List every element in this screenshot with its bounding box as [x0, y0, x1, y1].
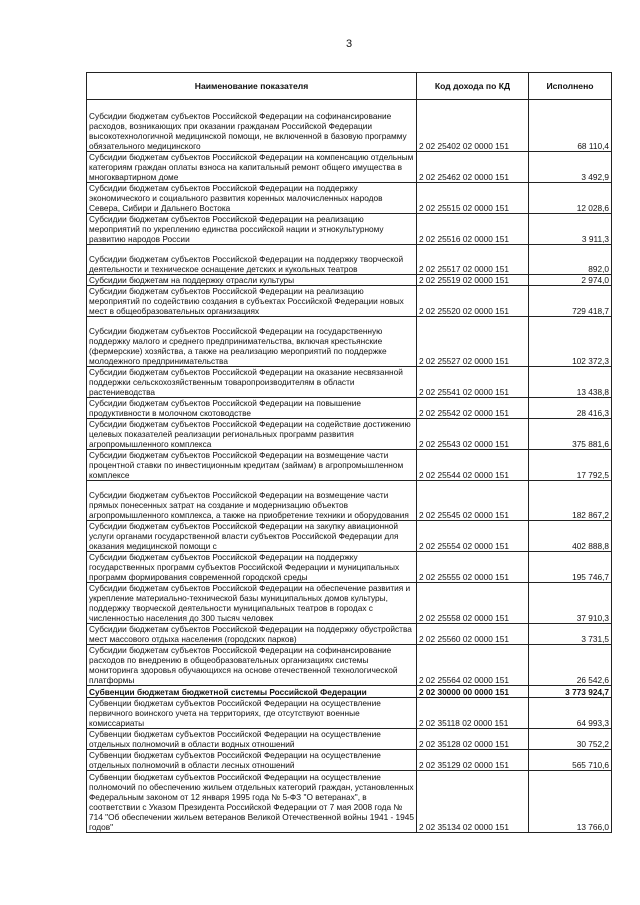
table-row [87, 152, 612, 183]
row-name-cell: Субсидии бюджетам субъектов Российской Федерации на реализацию мероприятий по содействию создания в субъектах Российской Федерации новых мест в общеобразовательных организациях [87, 286, 417, 317]
table-row [87, 583, 612, 624]
table-row [87, 398, 612, 419]
row-code-cell: 2 02 25462 02 0000 151 [417, 152, 529, 183]
row-name-cell: Субсидии бюджетам субъектов Российской Федерации на софинансирование расходов по внедрению в общеобразовательных организациях системы мониторинга здоровья обучающихся на основе отечественной технологической платформы [87, 645, 417, 686]
header-name: Наименование показателя [87, 73, 417, 100]
revenue-table [86, 72, 612, 833]
row-code-cell: 2 02 35118 02 0000 151 [417, 698, 529, 729]
row-name-cell: Субсидии бюджетам субъектов Российской Федерации на содействие достижению целевых показателей реализации региональных программ развития агропромышленного комплекса [87, 419, 417, 450]
table-row [87, 686, 612, 698]
row-code-cell: 2 02 25402 02 0000 151 [417, 100, 529, 152]
row-code-cell: 2 02 25558 02 0000 151 [417, 583, 529, 624]
row-name-cell: Субсидии бюджетам субъектов Российской Федерации на поддержку экономического и социального развития коренных малочисленных народов Севера, Сибири и Дальнего Востока [87, 183, 417, 214]
table-row [87, 729, 612, 750]
table-row [87, 100, 612, 152]
row-code-cell: 2 02 25515 02 0000 151 [417, 183, 529, 214]
row-name-cell: Субсидии бюджетам субъектов Российской Федерации на реализацию мероприятий по укреплению единства российской нации и этнокультурному развитию народов России [87, 214, 417, 245]
row-value-cell: 182 867,2 [529, 481, 612, 521]
header-code: Код дохода по КД [417, 73, 529, 100]
row-value-cell: 3 731,5 [529, 624, 612, 645]
row-name-cell: Субсидии бюджетам субъектов Российской Федерации на поддержку государственных программ субъектов Российской Федерации и муниципальных программ формирования современной городской среды [87, 552, 417, 583]
row-name-cell: Субсидии бюджетам субъектов Российской Федерации на повышение продуктивности в молочном скотоводстве [87, 398, 417, 419]
row-value-cell: 13 766,0 [529, 771, 612, 833]
row-value-cell: 729 418,7 [529, 286, 612, 317]
row-code-cell: 2 02 30000 00 0000 151 [417, 686, 529, 698]
table-row [87, 245, 612, 275]
table-row [87, 419, 612, 450]
table-row [87, 552, 612, 583]
row-value-cell: 375 881,6 [529, 419, 612, 450]
row-code-cell: 2 02 25545 02 0000 151 [417, 481, 529, 521]
row-code-cell: 2 02 25516 02 0000 151 [417, 214, 529, 245]
row-code-cell: 2 02 25564 02 0000 151 [417, 645, 529, 686]
row-name-cell: Субсидии бюджетам субъектов Российской Федерации на государственную поддержку малого и среднего предпринимательства, включая крестьянские (фермерские) хозяйства, а также на реализацию мероприятий по поддержке молодежного предпринимательства [87, 317, 417, 367]
row-value-cell: 565 710,6 [529, 750, 612, 771]
row-value-cell: 28 416,3 [529, 398, 612, 419]
row-name-cell: Субвенции бюджетам субъектов Российской Федерации на осуществление первичного воинского учета на территориях, где отсутствуют военные комиссариаты [87, 698, 417, 729]
table-row [87, 367, 612, 398]
row-code-cell: 2 02 25541 02 0000 151 [417, 367, 529, 398]
row-name-cell: Субсидии бюджетам субъектов Российской Федерации на поддержку обустройства мест массового отдыха населения (городских парков) [87, 624, 417, 645]
row-name-cell: Субвенции бюджетам субъектов Российской Федерации на осуществление отдельных полномочий в области лесных отношений [87, 750, 417, 771]
row-value-cell: 12 028,6 [529, 183, 612, 214]
row-name-cell: Субвенции бюджетам субъектов Российской Федерации на осуществление отдельных полномочий в области водных отношений [87, 729, 417, 750]
row-code-cell: 2 02 35128 02 0000 151 [417, 729, 529, 750]
table-row [87, 183, 612, 214]
row-value-cell: 17 792,5 [529, 450, 612, 481]
row-value-cell: 26 542,6 [529, 645, 612, 686]
row-value-cell: 402 888,8 [529, 521, 612, 552]
table-row [87, 275, 612, 286]
row-code-cell: 2 02 25517 02 0000 151 [417, 245, 529, 275]
row-code-cell: 2 02 35134 02 0000 151 [417, 771, 529, 833]
row-name-cell: Субсидии бюджетам субъектов Российской Федерации на возмещение части процентной ставки по инвестиционным кредитам (займам) в агропромышленном комплексе [87, 450, 417, 481]
row-code-cell: 2 02 25544 02 0000 151 [417, 450, 529, 481]
row-code-cell: 2 02 25554 02 0000 151 [417, 521, 529, 552]
row-name-cell: Субсидии бюджетам субъектов Российской Федерации на софинансирование расходов, возникающих при оказании гражданам Российской Федерации высокотехнологичной медицинской помощи, не включенной в базовую программу обязательного медицинского [87, 100, 417, 152]
row-value-cell: 892,0 [529, 245, 612, 275]
row-value-cell: 64 993,3 [529, 698, 612, 729]
row-name-cell: Субвенции бюджетам бюджетной системы Российской Федерации [87, 686, 417, 698]
row-value-cell: 30 752,2 [529, 729, 612, 750]
row-code-cell: 2 02 35129 02 0000 151 [417, 750, 529, 771]
row-name-cell: Субсидии бюджетам на поддержку отрасли культуры [87, 275, 417, 286]
table-row [87, 698, 612, 729]
row-code-cell: 2 02 25519 02 0000 151 [417, 275, 529, 286]
table-row [87, 481, 612, 521]
row-name-cell: Субсидии бюджетам субъектов Российской Федерации на оказание несвязанной поддержки сельскохозяйственным товаропроизводителям в области растениеводства [87, 367, 417, 398]
header-value: Исполнено [529, 73, 612, 100]
row-code-cell: 2 02 25560 02 0000 151 [417, 624, 529, 645]
table-row [87, 750, 612, 771]
row-code-cell: 2 02 25555 02 0000 151 [417, 552, 529, 583]
row-value-cell: 195 746,7 [529, 552, 612, 583]
table-header-row [87, 73, 612, 100]
table-row [87, 450, 612, 481]
row-value-cell: 68 110,4 [529, 100, 612, 152]
table-row [87, 214, 612, 245]
row-name-cell: Субсидии бюджетам субъектов Российской Федерации на обеспечение развития и укрепление материально-технической базы муниципальных домов культуры, поддержку творческой деятельности муниципальных театров в городах с численностью населения до 300 тысяч человек [87, 583, 417, 624]
row-value-cell: 37 910,3 [529, 583, 612, 624]
table-row [87, 521, 612, 552]
page-number: 3 [346, 38, 353, 50]
row-value-cell: 3 773 924,7 [529, 686, 612, 698]
row-name-cell: Субвенции бюджетам субъектов Российской Федерации на осуществление полномочий по обеспечению жильем отдельных категорий граждан, установленных Федеральным законом от 12 января 1995 года № 5-ФЗ "О ветеранах", в соответствии с Указом Президента Российской Федерации от 7 мая 2008 года № 714 "Об обеспечении жильем ветеранов Великой Отечественной войны 1941 - 1945 годов" [87, 771, 417, 833]
row-name-cell: Субсидии бюджетам субъектов Российской Федерации на компенсацию отдельным категориям граждан оплаты взноса на капитальный ремонт общего имущества в многоквартирном доме [87, 152, 417, 183]
row-name-cell: Субсидии бюджетам субъектов Российской Федерации на закупку авиационной услуги органами государственной власти субъектов Российской Федерации для оказания медицинской помощи с [87, 521, 417, 552]
row-value-cell: 2 974,0 [529, 275, 612, 286]
row-value-cell: 102 372,3 [529, 317, 612, 367]
table-row [87, 286, 612, 317]
table-row [87, 317, 612, 367]
row-code-cell: 2 02 25527 02 0000 151 [417, 317, 529, 367]
row-name-cell: Субсидии бюджетам субъектов Российской Федерации на возмещение части прямых понесенных затрат на создание и модернизацию объектов агропромышленного комплекса, а также на приобретение техники и оборудования [87, 481, 417, 521]
row-value-cell: 3 911,3 [529, 214, 612, 245]
row-code-cell: 2 02 25543 02 0000 151 [417, 419, 529, 450]
table-row [87, 624, 612, 645]
row-code-cell: 2 02 25542 02 0000 151 [417, 398, 529, 419]
row-code-cell: 2 02 25520 02 0000 151 [417, 286, 529, 317]
table-row [87, 645, 612, 686]
row-value-cell: 3 492,9 [529, 152, 612, 183]
row-value-cell: 13 438,8 [529, 367, 612, 398]
row-name-cell: Субсидии бюджетам субъектов Российской Федерации на поддержку творческой деятельности и техническое оснащение детских и кукольных театров [87, 245, 417, 275]
table-row [87, 771, 612, 833]
